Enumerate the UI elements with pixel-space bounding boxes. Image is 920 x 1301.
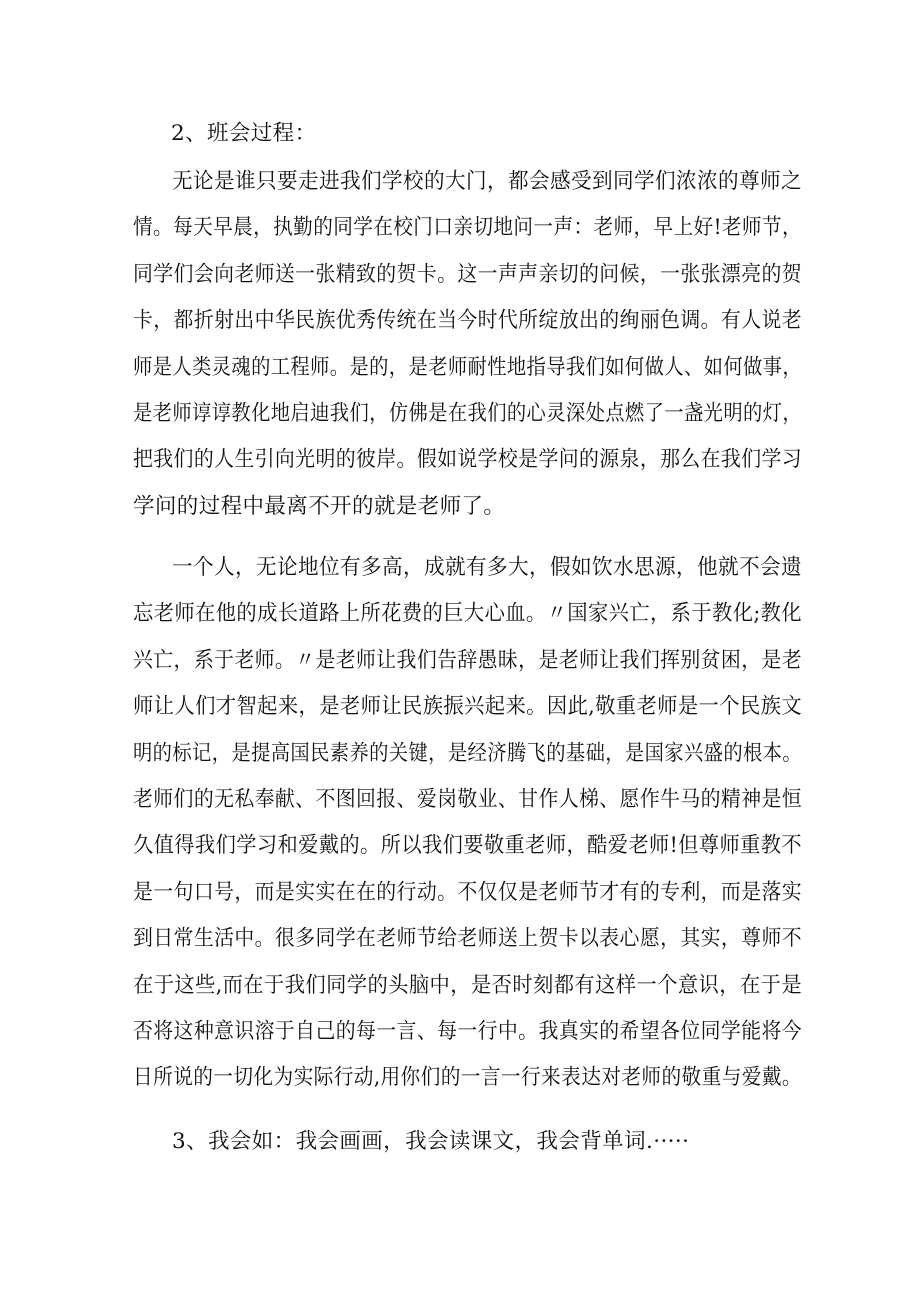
paragraph-2-line: 老师们的无私奉献、不图回报、爱岗敬业、甘作人梯、愿作牛马的精神是恒	[133, 787, 803, 812]
paragraph-2-line: 日所说的一切化为实际行动,用你们的一言一行来表达对老师的敬重与爱戴。	[133, 1065, 802, 1090]
heading-class-process	[0, 116, 920, 152]
heading-text: 2、班会过程：	[171, 121, 317, 146]
paragraph-1-line: 无论是谁只要走进我们学校的大门，都会感受到同学们浓浓的尊师之	[172, 169, 803, 194]
paragraph-2-line: 久值得我们学习和爱戴的。所以我们要敬重老师，酷爱老师!但尊师重教不	[133, 833, 803, 858]
paragraph-2-line: 师让人们才智起来，是老师让民族振兴起来。因此,敬重老师是一个民族文	[133, 694, 803, 719]
paragraph-2-line: 是一句口号，而是实实在在的行动。不仅仅是老师节才有的专利，而是落实	[133, 880, 803, 905]
paragraph-2-line: 明的标记，是提高国民素养的关键，是经济腾飞的基础，是国家兴盛的根本。	[133, 741, 803, 766]
paragraph-1-line: 师是人类灵魂的工程师。是的，是老师耐性地指导我们如何做人、如何做事，	[133, 355, 803, 380]
paragraph-1-line: 情。每天早晨，执勤的同学在校门口亲切地问一声：老师，早上好!老师节，	[133, 215, 802, 240]
paragraph-2-line: 忘老师在他的成长道路上所花费的巨大心血。〃国家兴亡，系于教化;教化	[133, 601, 802, 626]
heading-text: 3、我会如：我会画画，我会读课文，我会背单词.·····	[172, 1129, 690, 1154]
paragraph-2-line: 否将这种意识溶于自己的每一言、每一行中。我真实的希望各位同学能将今	[133, 1019, 803, 1044]
paragraph-2-line: 到日常生活中。很多同学在老师节给老师送上贺卡以表心愿，其实，尊师不	[133, 926, 803, 951]
paragraph-1-line: 卡，都折射出中华民族优秀传统在当今时代所绽放出的绚丽色调。有人说老	[133, 308, 803, 333]
paragraph-2-line: 兴亡，系于老师。〃是老师让我们告辞愚昧，是老师让我们挥别贫困，是老	[133, 648, 803, 673]
heading-i-can	[0, 1124, 920, 1160]
paragraph-1-line: 是老师谆谆教化地启迪我们，仿佛是在我们的心灵深处点燃了一盏光明的灯，	[133, 401, 803, 426]
paragraph-1-line: 把我们的人生引向光明的彼岸。假如说学校是学问的源泉，那么在我们学习	[133, 447, 803, 472]
paragraph-1-line: 学问的过程中最离不开的就是老师了。	[133, 494, 506, 519]
paragraph-2-line: 在于这些,而在于我们同学的头脑中，是否时刻都有这样一个意识，在于是	[133, 973, 803, 998]
paragraph-2-line: 一个人，无论地位有多高，成就有多大，假如饮水思源，他就不会遗	[172, 555, 803, 580]
paragraph-1-line: 同学们会向老师送一张精致的贺卡。这一声声亲切的问候，一张张漂亮的贺	[133, 262, 803, 287]
